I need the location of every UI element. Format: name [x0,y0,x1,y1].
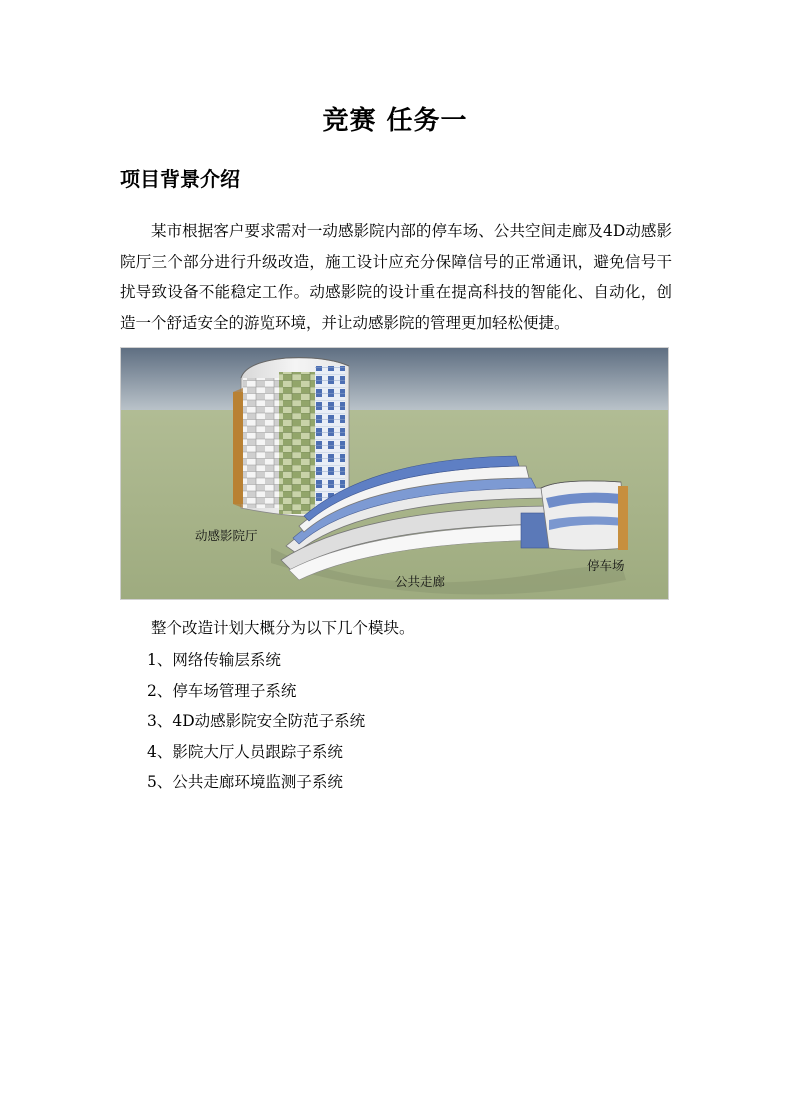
building-rendering-figure [120,347,669,600]
modules-list [147,645,365,798]
building-rendering-image [121,348,669,600]
section-heading: 项目背景介绍 [120,167,240,191]
document-title: 竞赛 任务一 [322,106,468,136]
label-cinema-hall: 动感影院厅 [195,528,258,543]
list-item: 3、4D动感影院安全防范子系统 [147,712,366,730]
intro-paragraph: 某市根据客户要求需对一动感影院内部的停车场、公共空间走廊及4D动感影院厅三个部分进行升级改造，施工设计应充分保障信号的正常通讯，避免信号干扰导致设备不能稳定工作。动感影院的设计重在提高科技的智能化、自动化，创造一个舒适安全的游览环境，并让动感影院的管理更加轻松便捷。 [120,222,672,332]
modules-intro-text: 整个改造计划大概分为以下几个模块。 [151,619,415,637]
list-item: 5、公共走廊环境监测子系统 [147,773,343,791]
list-item: 4、影院大厅人员跟踪子系统 [147,742,343,761]
label-public-corridor: 公共走廊 [395,574,446,589]
list-item: 2、停车场管理子系统 [147,681,297,700]
list-item: 1、网络传输层系统 [147,651,281,669]
label-parking: 停车场 [587,558,625,573]
